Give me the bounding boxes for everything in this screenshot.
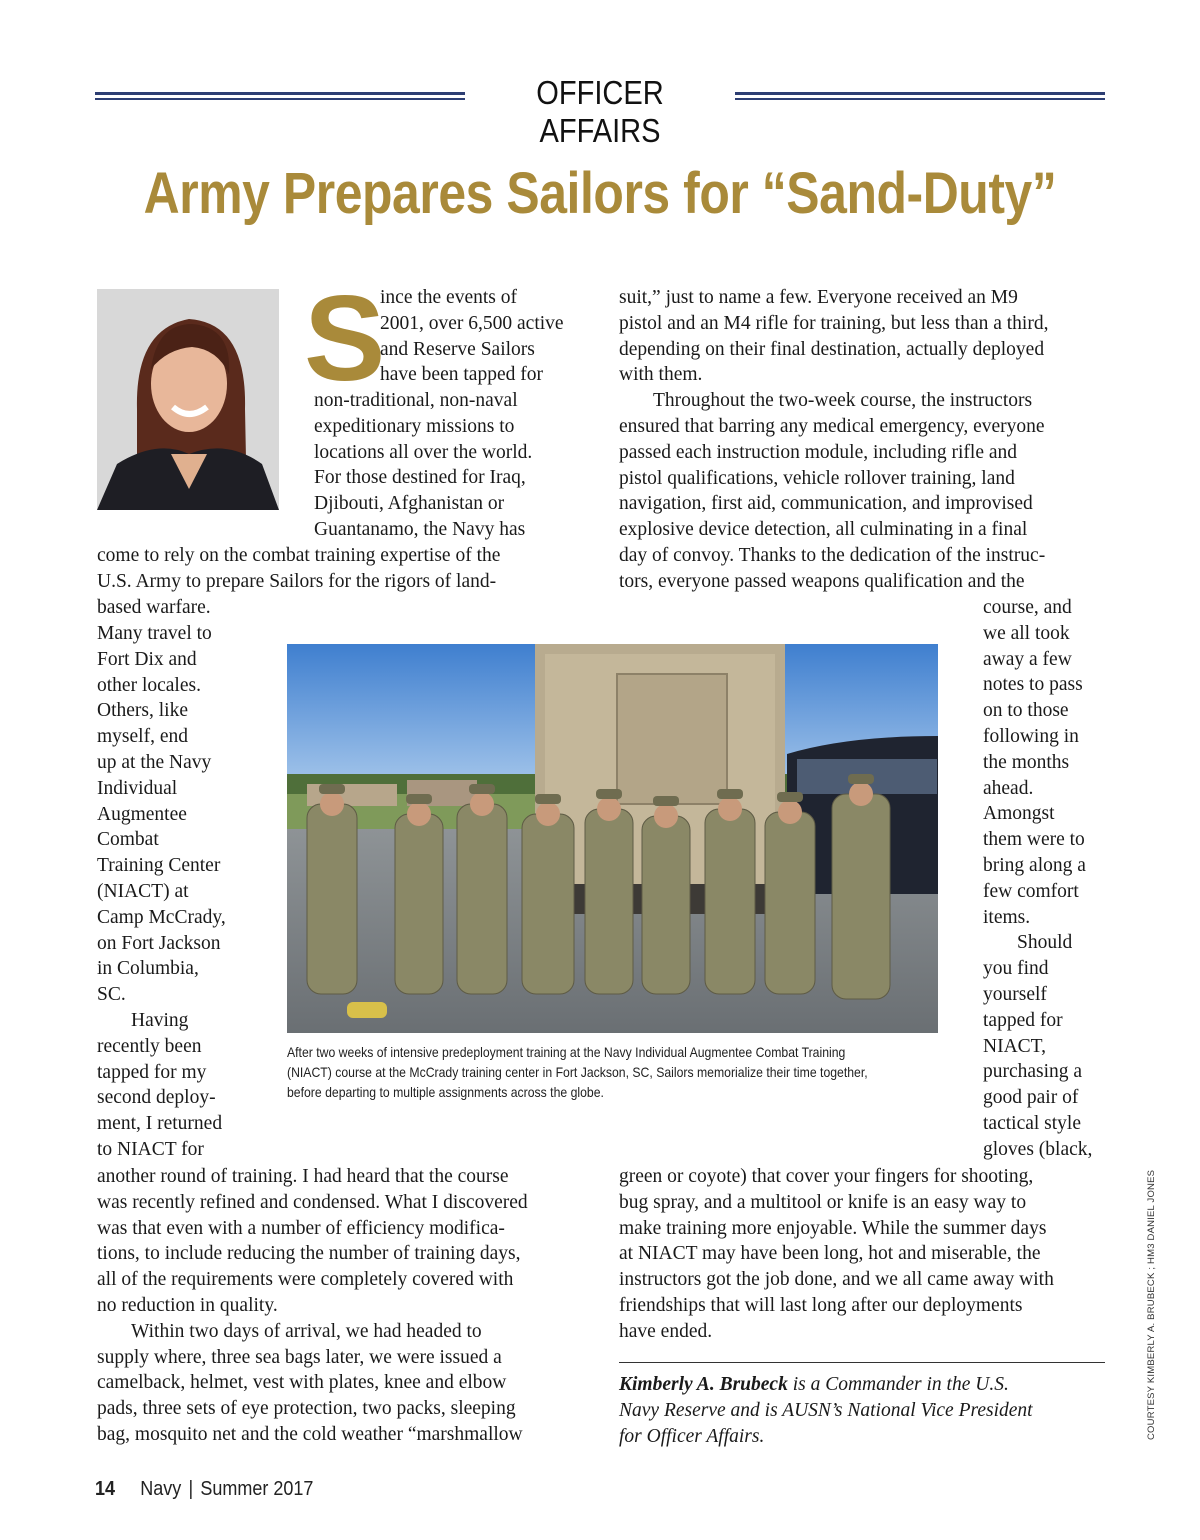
intro-text: ince the events of 2001, over 6,500 active and Reserve Sailors have been tapped for (380, 287, 564, 386)
magazine-name: Navy (140, 1478, 182, 1500)
header-rule-right (735, 92, 1105, 102)
right-text-narrow: course, and we all took away a few notes to pass on to those following in the months ahead. Amongst them were to bring along a few comfort items. Should you find yourself tapped for NIACT, purchasing a good pair of tactical style gloves (black, (983, 597, 1093, 1160)
page-footer: 14 Navy | Summer 2017 (95, 1478, 314, 1500)
drop-cap: S (304, 270, 386, 406)
photo-credit: COURTESY KIMBERLY A. BRUBECK ; HM3 DANIEL JONES (1146, 1169, 1157, 1440)
header-rule-left (95, 92, 465, 102)
page-number: 14 (95, 1478, 116, 1500)
issue-date: Summer 2017 (200, 1478, 314, 1500)
author-name: Kimberly A. Brubeck (619, 1374, 788, 1395)
author-portrait (97, 289, 279, 510)
photo-caption: After two weeks of intensive predeployment training at the Navy Individual Augmentee Combat Training (NIACT) course at the McCrady training center in Fort Jackson, SC, Sailors memorialize their time together, before departing to multiple assignments across the globe. (287, 1045, 868, 1100)
group-photo (287, 644, 938, 1033)
left-text-full: come to rely on the combat training expertise of the U.S. Army to prepare Sailors for the rigors of land- based warfare. (97, 545, 501, 618)
right-text-top: suit,” just to name a few. Everyone received an M9 pistol and an M4 rifle for training, but less than a third, depending on their final destination, actually deployed with them. Throughout the two-week course, the instructors ensured that barring any medical emergency, everyone passed each instruction module, including rifle and pistol qualifications, vehicle rollover training, land navigation, first aid, communication, and improvised explosive device detection, all culminating in a final day of convoy. Thanks to the dedication of the instruc- tors, everyone passed weapons qualification and the (619, 287, 1049, 592)
author-bio: Kimberly A. Brubeck is a Commander in the U.S. Navy Reserve and is AUSN’s National Vice President for Officer Affairs. (619, 1374, 1033, 1447)
left-text-portrait: non-traditional, non-naval expeditionary missions to locations all over the world. For those destined for Iraq, Djibouti, Afghanistan or Guantanamo, the Navy has (314, 390, 533, 540)
headline: Army Prepares Sailors for “Sand-Duty” (143, 161, 1057, 226)
left-text-bottom: another round of training. I had heard that the course was recently refined and condensed. What I discovered was that even with a number of efficiency modifica- tions, to include reducing the number of training days, all of the requirements were completely covered with no reduction in quality. Within two days of arrival, we had headed to supply where, three sea bags later, we were issued a camelback, helmet, vest with plates, knee and elbow pads, three sets of eye protection, two packs, sleeping bag, mosquito net and the cold weather “marshmallow (97, 1166, 528, 1445)
left-text-narrow: Many travel to Fort Dix and other locales. Others, like myself, end up at the Navy Individual Augmentee Combat Training Center (NIACT) at Camp McCrady, on Fort Jackson in Columbia, SC. Having recently been tapped for my second deploy- ment, I returned to NIACT for (97, 623, 226, 1160)
bio-rule (619, 1362, 1105, 1363)
section-label: OFFICER AFFAIRS (536, 74, 664, 149)
right-text-bottom: green or coyote) that cover your fingers for shooting, bug spray, and a multitool or knife is an easy way to make training more enjoyable. While the summer days at NIACT may have been long, hot and miserable, the instructors got the job done, and we all came away with friendships that will last long after our deployments have ended. (619, 1166, 1054, 1342)
